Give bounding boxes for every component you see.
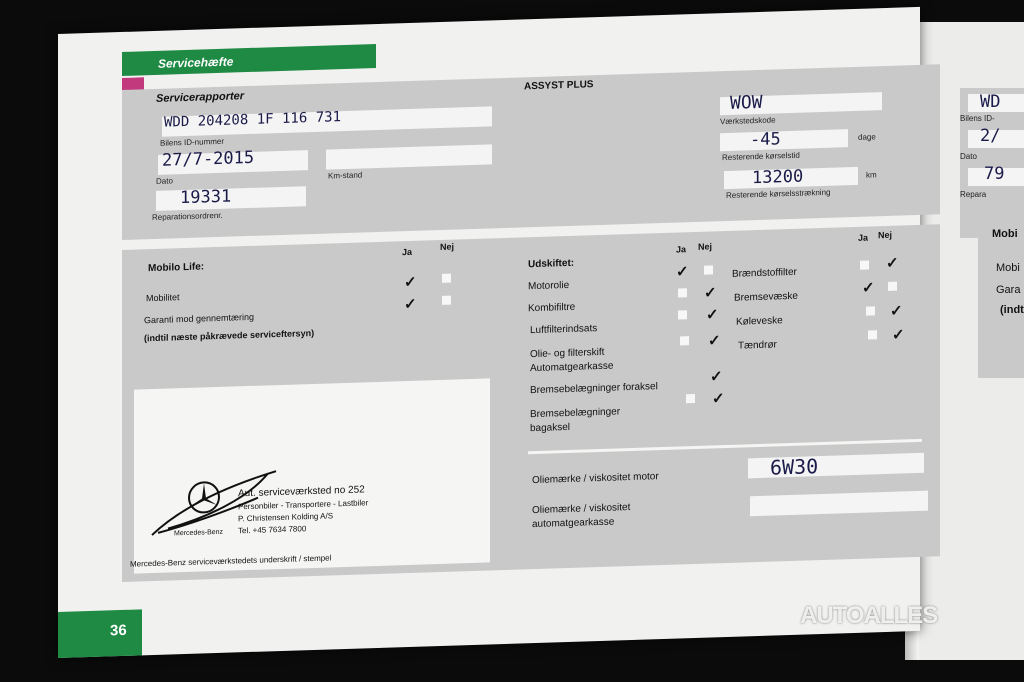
motorolie-yes-check[interactable]: ✓ (676, 263, 689, 281)
mobilo-col-no: Nej (440, 241, 455, 252)
braendstof-no-check[interactable]: ✓ (886, 254, 899, 272)
right-gar-row: Gara (996, 284, 1021, 296)
order-label: Reparationsordrenr. (152, 210, 223, 223)
right-date-fragment: 2/ (980, 126, 1001, 146)
bremsevaeske-no-box[interactable] (888, 282, 897, 291)
days-value: -45 (750, 129, 781, 151)
taendror-yes-box[interactable] (868, 330, 877, 339)
row-olie-filter: Olie- og filterskift (530, 346, 605, 361)
oil-gear-label-1: Oliemærke / viskositet (532, 502, 631, 517)
stamp-brand: Mercedes-Benz (174, 528, 224, 538)
bremsevaeske-yes-check[interactable]: ✓ (862, 279, 875, 297)
stamp-line1: Aut. serviceværksted no 252 (238, 484, 365, 500)
right-date-label: Dato (960, 152, 977, 161)
distance-unit: km (866, 170, 877, 180)
olie-filter-yes-box[interactable] (680, 336, 689, 345)
km-label: Km-stand (328, 170, 363, 181)
workshop-label: Værkstedskode (720, 115, 776, 127)
replaced-col-yes: Ja (676, 244, 687, 255)
mobilo-col-yes: Ja (402, 246, 413, 258)
oil-motor-label: Oliemærke / viskositet motor (532, 471, 659, 487)
stamp-line4: Tel. +45 7634 7800 (238, 524, 307, 536)
row-taendror: Tændrør (738, 339, 777, 352)
braendstof-yes-box[interactable] (860, 261, 869, 270)
mobilo-title: Mobilo Life: (148, 261, 205, 275)
motorolie-no-box[interactable] (704, 265, 713, 274)
stamp-line2: Personbiler - Transportere - Lastbiler (238, 498, 369, 512)
kombifiltre-no-check[interactable]: ✓ (704, 284, 717, 302)
distance-value: 13200 (752, 166, 804, 189)
right-mobil-row: Mobi (996, 262, 1020, 274)
taendror-no-check[interactable]: ✓ (892, 326, 905, 344)
olie-filter-no-check[interactable]: ✓ (708, 332, 721, 350)
replaced-title: Udskiftet: (528, 257, 575, 271)
row-motorolie: Motorolie (528, 279, 570, 293)
date-label: Dato (156, 176, 173, 186)
right-vin-fragment: WD (980, 92, 1001, 112)
bremse-bagaksel-no-check[interactable]: ✓ (712, 390, 725, 408)
workshop-value: WOW (730, 91, 763, 114)
mobilo-row-garanti: Garanti mod gennemtæring (144, 311, 255, 326)
mobilo-row-mobilitet: Mobilitet (146, 292, 180, 304)
vin-label: Bilens ID-nummer (160, 136, 225, 148)
stamp-line3: P. Christensen Kolding A/S (238, 511, 334, 524)
days-label: Resterende kørselstid (722, 150, 800, 163)
order-value: 19331 (180, 186, 232, 209)
oil-motor-value: 6W30 (770, 454, 819, 480)
garanti-no-box[interactable] (442, 296, 451, 305)
koleveske-yes-box[interactable] (866, 306, 875, 315)
vin-value: WDD 204208 1F 116 731 (164, 109, 342, 131)
mobilitet-no-box[interactable] (442, 274, 451, 283)
kombifiltre-yes-box[interactable] (678, 288, 687, 297)
garanti-yes-check[interactable]: ✓ (404, 295, 417, 314)
distance-label: Resterende kørselsstrækning (726, 187, 831, 201)
bremse-bagaksel-yes-box[interactable] (686, 394, 695, 403)
right-vin-label: Bilens ID- (960, 114, 995, 123)
stamp-caption: Mercedes-Benz serviceværkstedets underskrift / stempel (130, 553, 332, 569)
row-automatgearkasse: Automatgearkasse (530, 360, 614, 375)
date-value: 27/7-2015 (162, 147, 255, 171)
service-page (58, 7, 920, 658)
mobilitet-yes-check[interactable]: ✓ (404, 273, 417, 292)
oil-gear-label-2: automatgearkasse (532, 516, 615, 531)
row-bagaksel: bagaksel (530, 421, 571, 435)
right-mobilo-title: Mobi (992, 228, 1018, 240)
luftfilter-no-check[interactable]: ✓ (706, 306, 719, 324)
days-unit: dage (858, 132, 876, 142)
row-bremse-foraksel: Bremsebelægninger foraksel (530, 381, 658, 397)
row-bremse-bagaksel: Bremsebelægninger (530, 406, 621, 421)
page-title: Servicerapporter (156, 90, 245, 105)
replaced-col-yes-2: Ja (858, 232, 869, 243)
row-luftfilter: Luftfilterindsats (530, 323, 598, 337)
mobilo-note: (indtil næste påkrævede serviceftersyn) (144, 327, 315, 344)
luftfilter-yes-box[interactable] (678, 310, 687, 319)
replaced-col-no: Nej (698, 241, 713, 252)
row-bremsevaeske: Bremsevæske (734, 290, 798, 304)
row-koleveske: Køleveske (736, 315, 783, 328)
replaced-col-no-2: Nej (878, 229, 893, 241)
bremse-foraksel-no-check[interactable]: ✓ (710, 368, 723, 386)
watermark-logo: AUTOALLES (800, 602, 938, 629)
right-order-label: Repara (960, 190, 987, 199)
section-tab: Servicehæfte (122, 44, 376, 76)
koleveske-no-check[interactable]: ✓ (890, 302, 903, 320)
right-note: (indt (1000, 304, 1024, 316)
row-braendstoffilter: Brændstoffilter (732, 266, 797, 280)
row-kombifiltre: Kombifiltre (528, 301, 576, 315)
page-number: 36 (58, 609, 142, 658)
right-order-fragment: 79 (984, 164, 1005, 184)
assyst-label: ASSYST PLUS (524, 79, 594, 93)
